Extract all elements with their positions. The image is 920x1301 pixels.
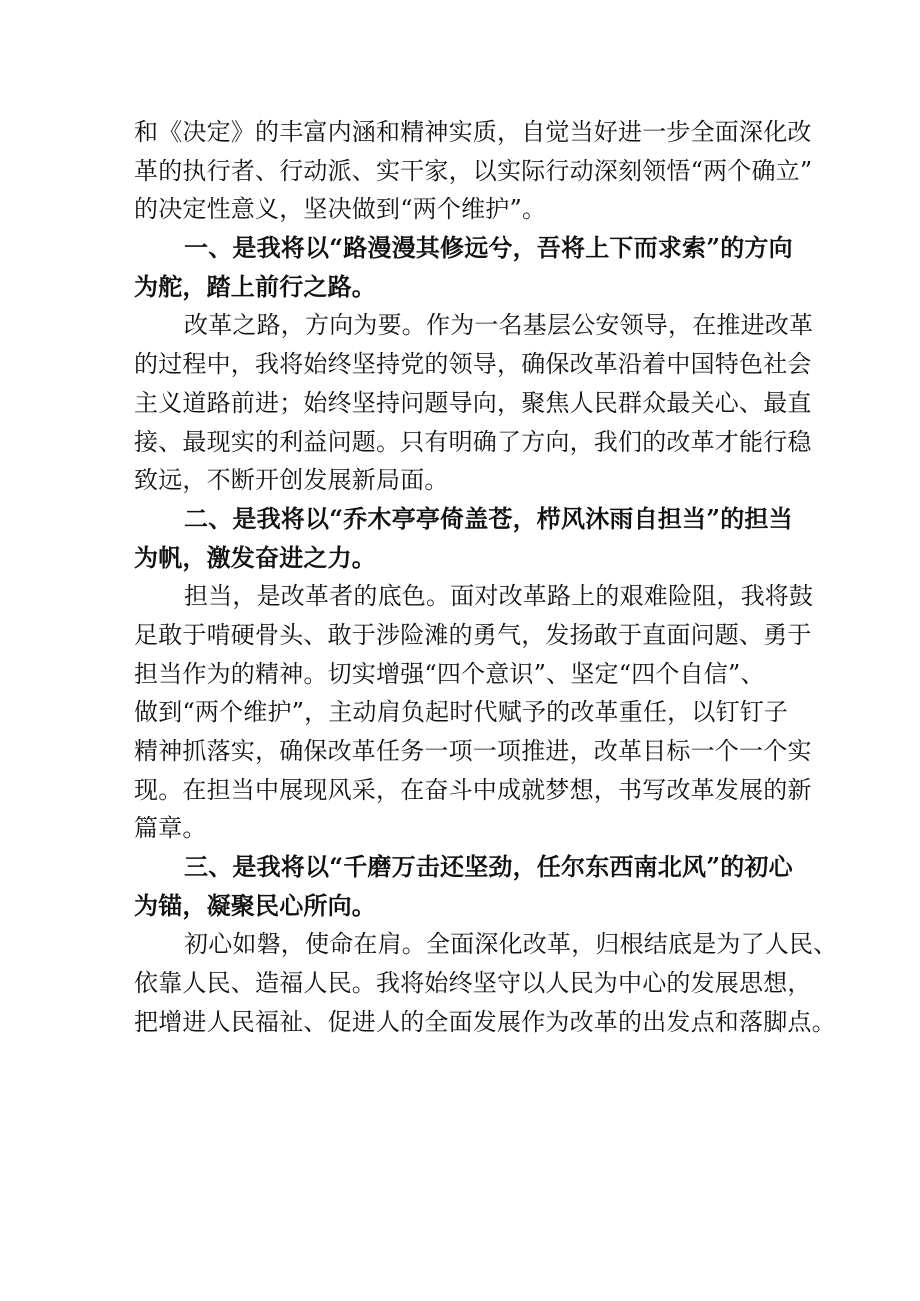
section-heading-2-cont: 为帆，激发奋进之力。 [134,542,376,572]
section-heading-2: 二、是我将以“乔木亭亭倚盖苍，栉风沐雨自担当”的担当 [184,503,793,533]
body-line: 精神抓落实，确保改革任务一项一项推进，改革目标一个一个实 [134,737,812,765]
body-line: 的过程中，我将始终坚持党的领导，确保改革沿着中国特色社会 [134,350,812,379]
body-line: 致远，不断开创发展新局面。 [134,466,449,495]
body-line: 主义道路前进；始终坚持问题导向，聚焦人民群众最关心、最直 [134,388,812,417]
body-line: 接、最现实的利益问题。只有明确了方向，我们的改革才能行稳 [134,427,812,456]
section-heading-3-cont: 为锚，凝聚民心所向。 [134,890,376,920]
body-line: 初心如磐，使命在肩。全面深化改革，归根结底是为了人民、 [184,930,838,959]
body-line: 担当，是改革者的底色。面对改革路上的艰难险阻，我将鼓 [184,582,814,611]
body-line: 做到“两个维护”，主动肩负起时代赋予的改革重任，以钉钉子 [134,698,789,727]
body-line: 现。在担当中展现风采，在奋斗中成就梦想，书写改革发展的新 [134,775,812,804]
document-body [134,113,838,1042]
section-heading-3: 三、是我将以“千磨万击还坚劲，任尔东西南北风”的初心 [184,852,793,882]
section-heading-1-cont: 为舵，踏上前行之路。 [134,271,376,301]
body-line: 和《决定》的丰富内涵和精神实质，自觉当好进一步全面深化改 [134,118,812,146]
body-line: 把增进人民福祉、促进人的全面发展作为改革的出发点和落脚点。 [134,1007,836,1036]
body-line: 改革之路，方向为要。作为一名基层公安领导，在推进改革 [184,311,814,340]
section-heading-1: 一、是我将以“路漫漫其修远兮，吾将上下而求索”的方向 [184,233,793,263]
body-line: 的决定性意义，坚决做到“两个维护”。 [134,195,547,224]
body-line: 革的执行者、行动派、实干家，以实际行动深刻领悟“两个确立” [134,156,813,185]
body-line: 担当作为的精神。切实增强“四个意识”、坚定“四个自信”、 [134,659,765,688]
body-line: 足敢于啃硬骨头、敢于涉险滩的勇气，发扬敢于直面问题、勇于 [134,620,812,649]
body-line: 依靠人民、造福人民。我将始终坚守以人民为中心的发展思想， [134,969,812,998]
body-line: 篇章。 [134,814,207,843]
